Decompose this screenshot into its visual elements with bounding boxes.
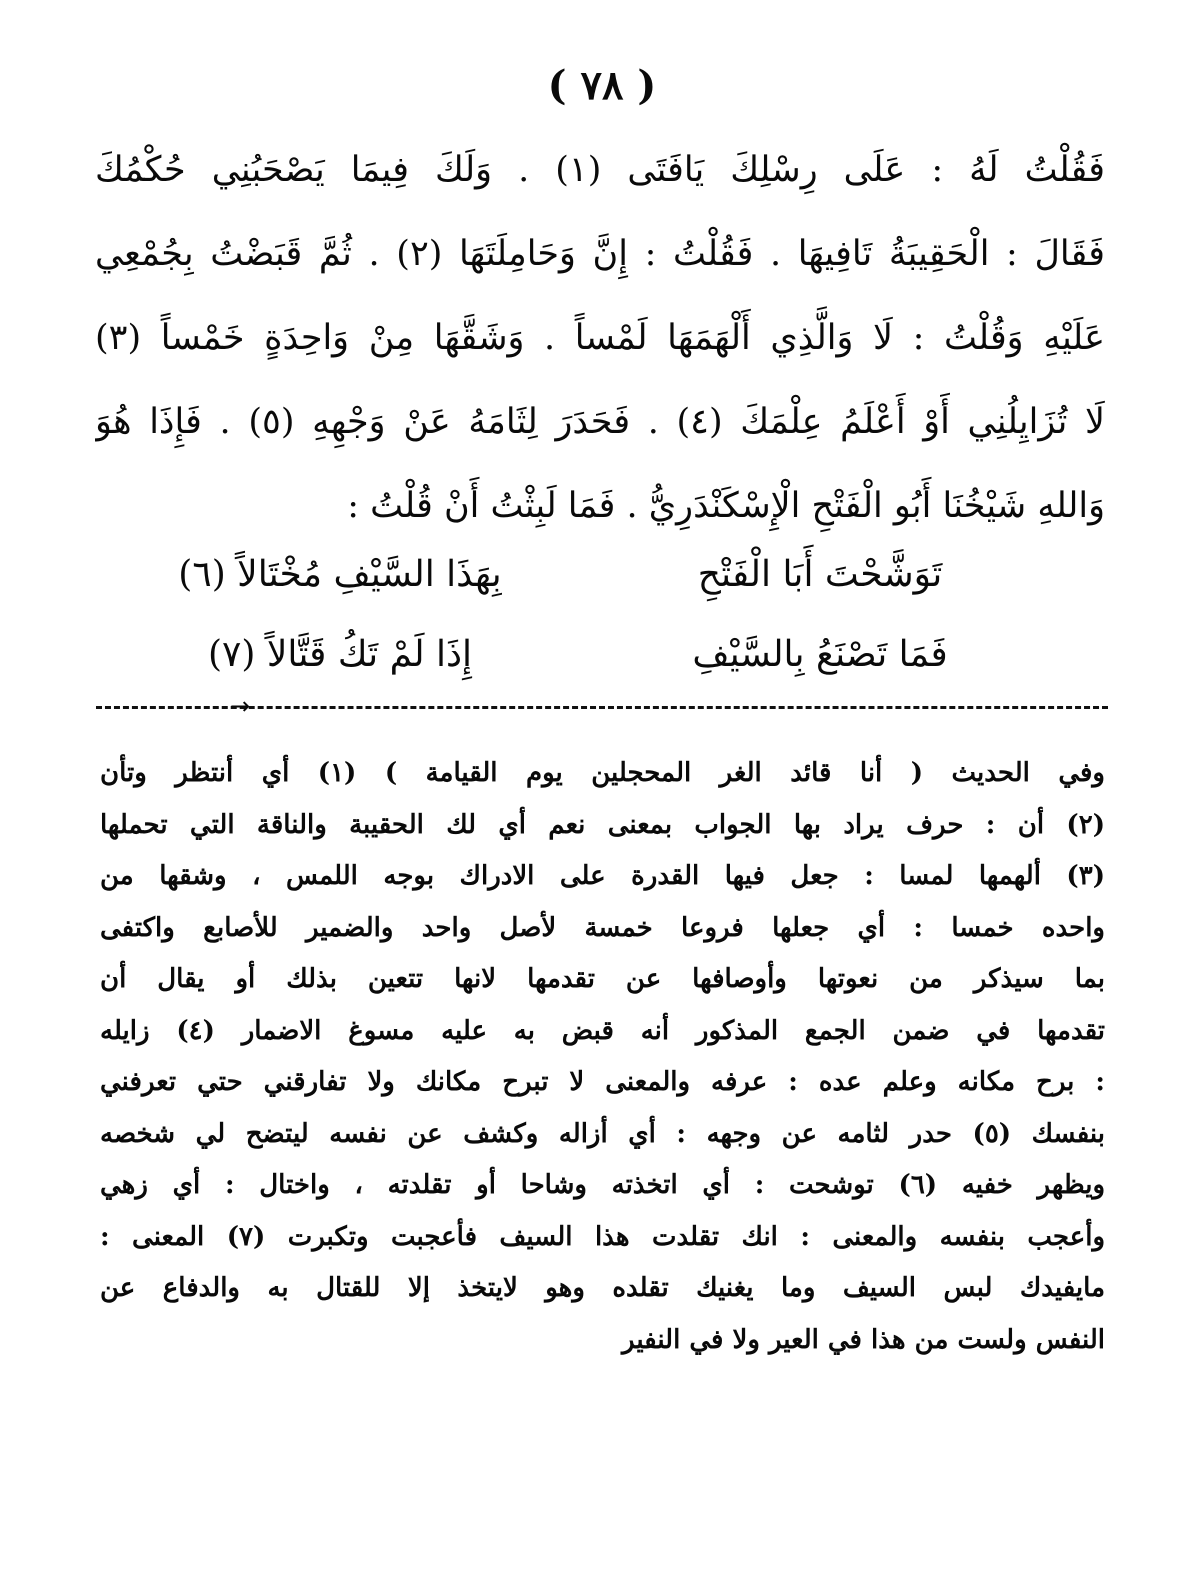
footnote-line: (٣) ألهمها لمسا : جعل فيها القدرة على الادراك بوجه اللمس ، وشقها من bbox=[100, 861, 1105, 891]
main-text-line: عَلَيْهِ وَقُلْتُ : لَا وَالَّذِي أَلْهَمَهَا لَمْساً . وَشَقَّهَا مِنْ وَاحِدَةٍ خَمْساً (٣) bbox=[95, 318, 1105, 358]
footnotes bbox=[100, 748, 1105, 1366]
footnote-line: مايفيدك لبس السيف وما يغنيك تقلده وهو لايتخذ إلا للقتال به والدفاع عن bbox=[100, 1273, 1105, 1303]
main-text-line: فَقُلْتُ لَهُ : عَلَى رِسْلِكَ يَافَتَى (١) . وَلَكَ فِيمَا يَصْحَبُنِي حُكْمُكَ bbox=[95, 150, 1105, 190]
footnote-line: بما سيذكر من نعوتها وأوصافها عن تقدمها لانها تتعين بذلك أو يقال أن bbox=[100, 964, 1105, 994]
poem-second-hemistich: بِهَذَا السَّيْفِ مُخْتَالاً (٦) bbox=[178, 554, 502, 595]
page-number: ( ٧٨ ) bbox=[547, 62, 657, 109]
main-text-line: فَقَالَ : الْحَقِيبَةُ تَافِيهَا . فَقُلْتُ : إِنَّ وَحَامِلَتَهَا (٢) . ثُمَّ قَبَضْتُ بِجُمْعِي bbox=[95, 234, 1105, 274]
footnote-line: وفي الحديث ( أنا قائد الغر المحجلين يوم القيامة ) (١) أي أنتظر وتأن bbox=[100, 758, 1105, 788]
poem-second-hemistich: إِذَا لَمْ تَكُ قَتَّالاً (٧) bbox=[207, 634, 473, 675]
footnote-line: واحده خمسا : أي جعلها فروعا خمسة لأصل واحد والضمير للأصابع واكتفى bbox=[100, 912, 1105, 943]
footnote-line: تقدمها في ضمن الجمع المذكور أنه قبض به عليه مسوغ الاضمار (٤) زايله bbox=[100, 1015, 1105, 1046]
separator-arrow-icon: → bbox=[230, 692, 251, 720]
footnote-line: وأعجب بنفسه والمعنى : انك تقلدت هذا السيف فأعجبت وتكبرت (٧) المعنى : bbox=[100, 1221, 1105, 1252]
footnote-line: ويظهر خفيه (٦) توشحت : أي اتخذته وشاحا أو تقلدته ، واختال : أي زهي bbox=[100, 1170, 1105, 1200]
main-text bbox=[95, 128, 1105, 548]
footnote-line: : برح مكانه وعلم عده : عرفه والمعنى لا تبرح مكانك ولا تفارقني حتي تعرفني bbox=[100, 1067, 1105, 1097]
poem-first-hemistich: تَوَشَّحْتَ أَبَا الْفَتْحِ bbox=[697, 554, 943, 595]
poem-verse bbox=[140, 615, 1020, 695]
main-text-line: وَاللهِ شَيْخُنَا أَبُو الْفَتْحِ الْإِسْكَنْدَرِيُّ . فَمَا لَبِثْتُ أَنْ قُلْتُ : bbox=[347, 486, 1105, 526]
poem bbox=[140, 535, 1020, 695]
footnote-line: النفس ولست من هذا في العير ولا في النفير bbox=[621, 1324, 1105, 1355]
poem-first-hemistich: فَمَا تَصْنَعُ بِالسَّيْفِ bbox=[692, 634, 948, 675]
poem-verse bbox=[140, 535, 1020, 615]
footnote-line: (٢) أن : حرف يراد بها الجواب بمعنى نعم أي لك الحقيبة والناقة التي تحملها bbox=[100, 809, 1105, 840]
main-text-line: لَا تُزَايِلُنِي أَوْ أَعْلَمُ عِلْمَكَ (٤) . فَحَدَرَ لِثَامَهُ عَنْ وَجْهِهِ (٥) . فَإِذَا هُوَ bbox=[95, 402, 1105, 442]
footnote-line: بنفسك (٥) حدر لثامه عن وجهه : أي أزاله وكشف عن نفسه ليتضح لي شخصه bbox=[100, 1118, 1105, 1149]
